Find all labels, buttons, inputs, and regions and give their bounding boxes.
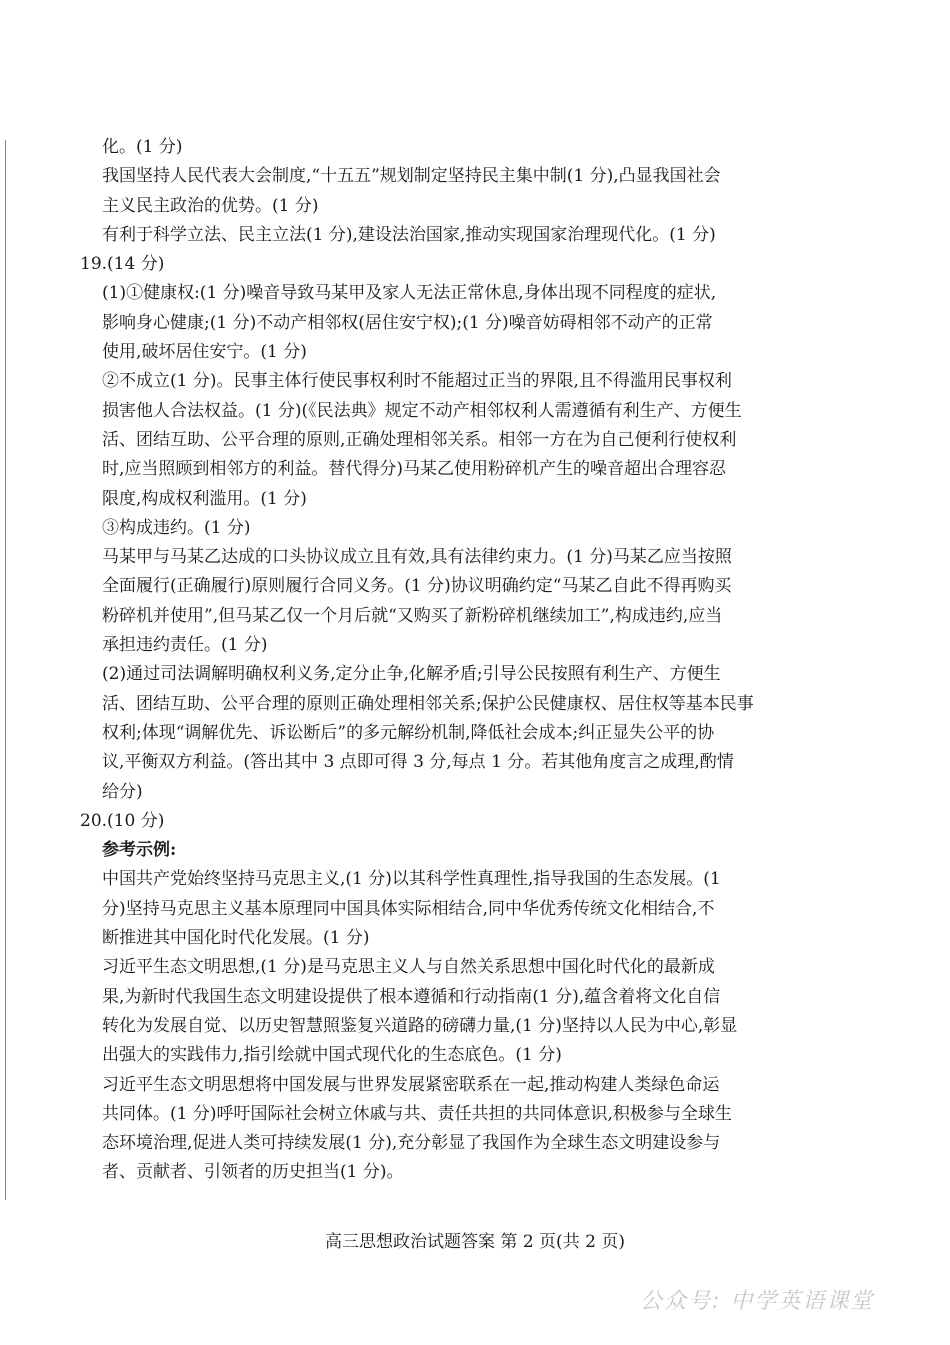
text-line: 转化为发展自觉、以历史智慧照鉴复兴道路的磅礴力量,(1 分)坚持以人民为中心,彰显 xyxy=(102,1015,738,1036)
text-line: (1)①健康权:(1 分)噪音导致马某甲及家人无法正常休息,身体出现不同程度的症状, xyxy=(102,283,717,304)
text-line: 中国共产党始终坚持马克思主义,(1 分)以其科学性真理性,指导我国的生态发展。(1 xyxy=(102,869,721,890)
text-line: 议,平衡双方利益。(答出其中 3 点即可得 3 分,每点 1 分。若其他角度言之成理,酌情 xyxy=(102,752,734,773)
text-line: 马某甲与马某乙达成的口头协议成立且有效,具有法律约束力。(1 分)马某乙应当按照 xyxy=(102,547,732,568)
text-line: 共同体。(1 分)呼吁国际社会树立休戚与共、责任共担的共同体意识,积极参与全球生 xyxy=(102,1103,732,1124)
text-line: 化。(1 分) xyxy=(102,137,183,157)
text-line: 活、团结互助、公平合理的原则正确处理相邻关系;保护公民健康权、居住权等基本民事 xyxy=(102,693,754,714)
answer-body xyxy=(80,133,820,1188)
text-line: 粉碎机并使用”,但马某乙仅一个月后就“又购买了新粉碎机继续加工”,构成违约,应当 xyxy=(102,605,723,626)
page-footer: 高三思想政治试题答案 第 2 页(共 2 页) xyxy=(325,1232,625,1252)
text-line: 时,应当照顾到相邻方的利益。替代得分)马某乙使用粉碎机产生的噪音超出合理容忍 xyxy=(102,459,727,480)
text-line: ③构成违约。(1 分) xyxy=(102,517,251,538)
text-line: (2)通过司法调解明确权利义务,定分止争,化解矛盾;引导公民按照有利生产、方便生 xyxy=(102,664,721,685)
text-line: 果,为新时代我国生态文明建设提供了根本遵循和行动指南(1 分),蕴含着将文化自信 xyxy=(102,986,721,1007)
watermark: 公众号: 中学英语课堂 xyxy=(640,1289,875,1314)
text-line: 有利于科学立法、民主立法(1 分),建设法治国家,推动实现国家治理现代化。(1 分) xyxy=(102,224,716,245)
page-edge-line xyxy=(5,140,6,1200)
text-line: 主义民主政治的优势。(1 分) xyxy=(102,195,319,216)
text-line: 给分) xyxy=(102,781,143,802)
text-line: 限度,构成权利滥用。(1 分) xyxy=(102,488,307,509)
text-line: 我国坚持人民代表大会制度,“十五五”规划制定坚持民主集中制(1 分),凸显我国社会 xyxy=(102,166,721,187)
text-line: 损害他人合法权益。(1 分)(《民法典》规定不动产相邻权利人需遵循有利生产、方便生 xyxy=(102,400,742,421)
text-line: 权利;体现“调解优先、诉讼断后”的多元解纷机制,降低社会成本;纠正显失公平的协 xyxy=(102,722,715,743)
text-line: 影响身心健康;(1 分)不动产相邻权(居住安宁权);(1 分)噪音妨碍相邻不动产的正常 xyxy=(102,312,713,333)
text-line: 习近平生态文明思想将中国发展与世界发展紧密联系在一起,推动构建人类绿色命运 xyxy=(102,1074,720,1095)
text-line: 习近平生态文明思想,(1 分)是马克思主义人与自然关系思想中国化时代化的最新成 xyxy=(102,957,715,978)
text-line: 出强大的实践伟力,指引绘就中国式现代化的生态底色。(1 分) xyxy=(102,1045,562,1066)
text-line: 者、贡献者、引领者的历史担当(1 分)。 xyxy=(102,1162,404,1183)
text-line: 使用,破坏居住安宁。(1 分) xyxy=(102,342,307,363)
text-line: 全面履行(正确履行)原则履行合同义务。(1 分)协议明确约定“马某乙自此不得再购买 xyxy=(102,576,732,597)
text-line: 分)坚持马克思主义基本原理同中国具体实际相结合,同中华优秀传统文化相结合,不 xyxy=(102,898,715,919)
text-line: 活、团结互助、公平合理的原则,正确处理相邻关系。相邻一方在为自己便利行使权利 xyxy=(102,429,737,450)
text-line: 承担违约责任。(1 分) xyxy=(102,635,268,656)
question-number: 19.(14 分) xyxy=(80,254,165,275)
question-number: 20.(10 分) xyxy=(80,810,165,831)
text-line: ②不成立(1 分)。民事主体行使民事权利时不能超过正当的界限,且不得滥用民事权利 xyxy=(102,371,732,392)
text-line: 断推进其中国化时代化发展。(1 分) xyxy=(102,928,370,949)
text-line: 态环境治理,促进人类可持续发展(1 分),充分彰显了我国作为全球生态文明建设参与 xyxy=(102,1133,721,1154)
text-line: 参考示例: xyxy=(102,840,177,861)
